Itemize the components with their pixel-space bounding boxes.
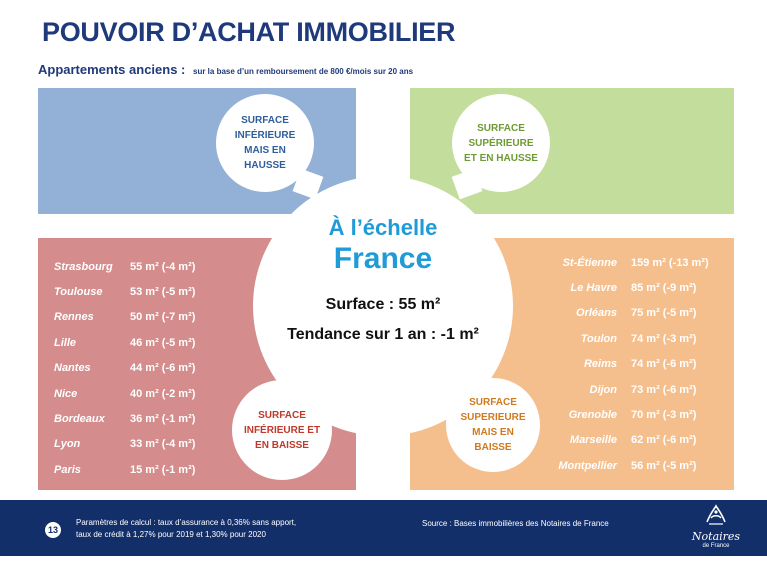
city-name: Montpellier [558, 459, 617, 472]
subtitle-main: Appartements anciens : [38, 62, 186, 77]
page-number-badge: 13 [45, 522, 61, 538]
city-row [544, 250, 709, 275]
bubble-label-top-right: SURFACE SUPÉRIEURE ET EN HAUSSE [464, 122, 538, 164]
city-row [544, 275, 709, 300]
city-row [544, 453, 709, 478]
city-value: 62 m² (-6 m²) [631, 434, 697, 447]
city-row [54, 330, 195, 355]
city-name: Dijon [589, 383, 617, 396]
left-city-list [54, 254, 195, 483]
city-row [544, 301, 709, 326]
page-subtitle [38, 62, 413, 77]
city-name: Nantes [54, 362, 91, 375]
city-value: 75 m² (-5 m²) [631, 307, 697, 320]
city-value: 36 m² (-1 m²) [130, 413, 196, 426]
bubble-bottom-left [232, 380, 332, 480]
footer-bar [0, 500, 767, 556]
city-name: Nice [54, 387, 78, 400]
bubble-top-right [452, 94, 550, 192]
city-row [54, 254, 195, 279]
city-value: 159 m² (-13 m²) [631, 256, 709, 269]
city-value: 53 m² (-5 m²) [130, 286, 196, 299]
city-row [54, 381, 195, 406]
bubble-label-bottom-left: SURFACE INFÉRIEURE ET EN BAISSE [243, 409, 321, 451]
city-name: St-Étienne [562, 256, 617, 269]
center-trend: Tendance sur 1 an : -1 m² [287, 326, 479, 343]
city-row [54, 356, 195, 381]
city-row [544, 377, 709, 402]
city-value: 56 m² (-5 m²) [631, 459, 697, 472]
city-row [544, 352, 709, 377]
source-note: Source : Bases immobilières des Notaires de France [422, 519, 609, 528]
city-value: 73 m² (-6 m²) [631, 383, 697, 396]
city-value: 55 m² (-4 m²) [130, 260, 196, 273]
city-value: 74 m² (-6 m²) [631, 358, 697, 371]
city-name: Grenoble [568, 409, 617, 422]
city-value: 50 m² (-7 m²) [130, 311, 196, 324]
center-heading: À l’échelle [328, 215, 438, 240]
city-name: Toulon [580, 332, 617, 345]
right-city-list [544, 250, 709, 479]
city-value: 40 m² (-2 m²) [130, 387, 196, 400]
page-title: POUVOIR D’ACHAT IMMOBILIER [42, 17, 456, 47]
bubble-top-left [216, 94, 314, 192]
city-row [544, 428, 709, 453]
city-value: 46 m² (-5 m²) [130, 336, 196, 349]
city-name: Paris [54, 463, 81, 476]
logo-text: Notaires [691, 530, 741, 543]
city-name: Orléans [576, 307, 617, 320]
bubble-label-top-left: SURFACE INFÉRIEURE MAIS EN HAUSSE [234, 115, 296, 171]
city-row [54, 279, 195, 304]
logo-subtext: de France [702, 543, 730, 549]
city-row [544, 326, 709, 351]
city-row [54, 406, 195, 431]
params-line-2: taux de crédit à 1,27% pour 2019 et 1,30% pour 2020 [76, 530, 266, 539]
calculation-parameters [76, 517, 296, 541]
params-line-1: Paramètres de calcul : taux d’assurance à 0,36% sans apport, [76, 518, 297, 527]
center-country: France [333, 242, 433, 275]
city-name: Marseille [569, 434, 617, 447]
bubble-bottom-right [446, 378, 540, 472]
city-row [54, 432, 195, 457]
city-value: 74 m² (-3 m²) [631, 332, 697, 345]
city-name: Lille [54, 336, 77, 349]
bubble-label-bottom-right: SURFACE SUPERIEURE MAIS EN BAISSE [460, 397, 526, 453]
city-value: 85 m² (-9 m²) [631, 282, 697, 295]
city-row [54, 457, 195, 482]
city-name: Rennes [54, 311, 94, 324]
notaires-emblem-icon [703, 504, 729, 526]
city-value: 70 m² (-3 m²) [631, 409, 697, 422]
city-name: Reims [583, 358, 617, 371]
city-name: Le Havre [570, 282, 617, 295]
city-value: 15 m² (-1 m²) [130, 463, 196, 476]
center-surface: Surface : 55 m² [325, 296, 441, 313]
city-name: Strasbourg [54, 260, 113, 273]
city-row [54, 305, 195, 330]
city-row [544, 402, 709, 427]
notaires-logo [686, 504, 746, 550]
subtitle-note: sur la base d’un remboursement de 800 €/mois sur 20 ans [193, 67, 414, 76]
city-value: 44 m² (-6 m²) [130, 362, 196, 375]
city-value: 33 m² (-4 m²) [130, 438, 196, 451]
city-name: Toulouse [54, 286, 103, 299]
city-name: Lyon [54, 438, 81, 451]
city-name: Bordeaux [54, 413, 105, 426]
